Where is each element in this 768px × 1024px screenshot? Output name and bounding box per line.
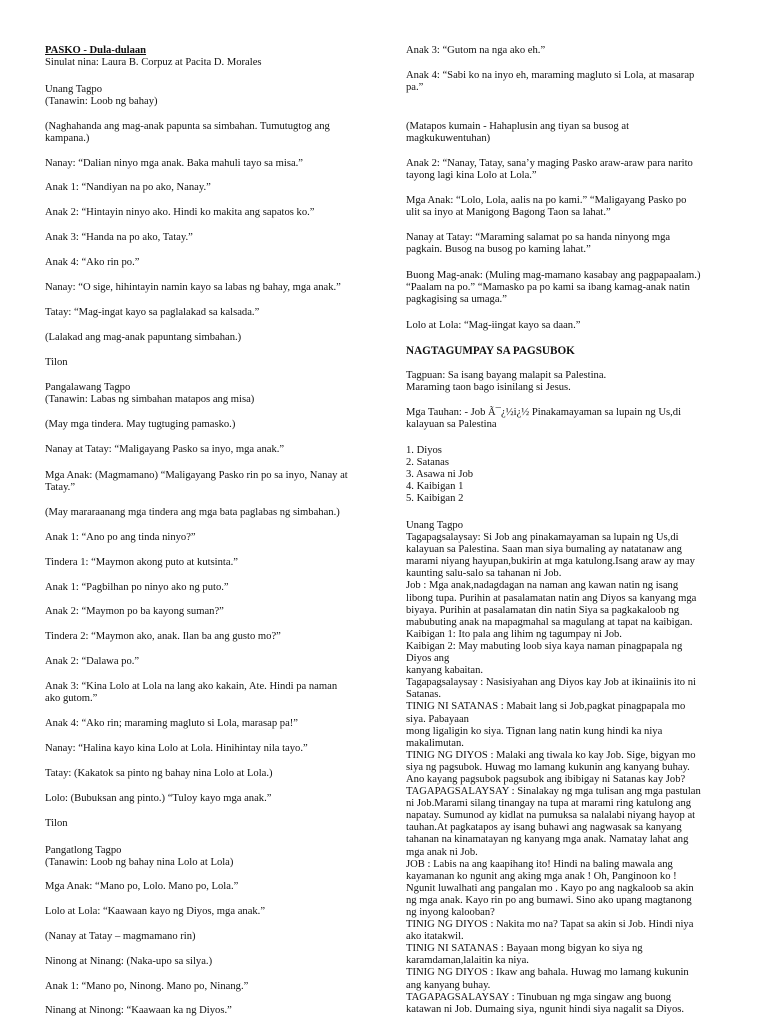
scene-heading: Unang Tagpo (Tanawin: Loob ng bahay)	[45, 84, 158, 108]
dialogue-line: Lolo at Lola: “Kaawaan kayo ng Diyos, mga anak.”	[45, 906, 266, 917]
stage-direction: (Matapos kumain - Hahaplusin ang tiyan sa busog at magkukuwentuhan)	[406, 121, 630, 145]
curtain-line: Tilon	[45, 357, 68, 368]
dialogue-line: Tindera 2: “Maymon ako, anak. Ilan ba ang gusto mo?”	[45, 631, 281, 642]
stage-direction: (Nanay at Tatay – magmamano rin)	[45, 931, 196, 942]
dialogue-line: Nanay: “Dalian ninyo mga anak. Baka mahuli tayo sa misa.”	[45, 158, 303, 169]
dialogue-line: Nanay at Tatay: “Maligayang Pasko sa inyo, mga anak.”	[45, 444, 285, 455]
curtain-line: Tilon	[45, 818, 68, 829]
dialogue-line: Tatay: (Kakatok sa pinto ng bahay nina Lolo at Lola.)	[45, 768, 273, 779]
stage-direction: (Naghahanda ang mag-anak papunta sa simbahan. Tumutugtog ang kampana.)	[45, 121, 330, 145]
dialogue-line: Lolo at Lola: “Mag-iingat kayo sa daan.”	[406, 320, 581, 331]
dialogue-line: Anak 2: “Dalawa po.”	[45, 656, 140, 667]
dialogue-line: Anak 3: “Handa na po ako, Tatay.”	[45, 232, 193, 243]
stage-direction: (Lalakad ang mag-anak papuntang simbahan.)	[45, 332, 242, 343]
authors-line: Sinulat nina: Laura B. Corpuz at Pacita D. Morales	[45, 57, 262, 68]
dialogue-line: Buong Mag-anak: (Muling mag-mamano kasabay ang pagpapaalam.) “Paalam na po.” “Mamasko pa po kami sa ibang kamag-anak natin pagkagising sa umaga.”	[406, 270, 701, 306]
dialogue-line: Lolo: (Bubuksan ang pinto.) “Tuloy kayo mga anak.”	[45, 793, 272, 804]
setting-line: Tagpuan: Sa isang bayang malapit sa Palestina. Maraming taon bago isinilang si Jesus.	[406, 370, 607, 394]
dialogue-line: Anak 3: “Kina Lolo at Lola na lang ako kakain, Ate. Hindi pa naman ako gutom.”	[45, 681, 338, 705]
dialogue-line: Anak 1: “Mano po, Ninong. Mano po, Ninang.”	[45, 981, 249, 992]
dialogue-line: Mga Anak: “Mano po, Lolo. Mano po, Lola.”	[45, 881, 239, 892]
stage-direction: (May mararaanang mga tindera ang mga bata paglabas ng simbahan.)	[45, 507, 340, 518]
dialogue-line: Anak 2: “Nanay, Tatay, sana’y maging Pasko araw-araw para narito tayong lagi kina Lolo at Lola.”	[406, 158, 693, 182]
stage-direction: (May mga tindera. May tugtuging pamasko.)	[45, 419, 236, 430]
scene-heading: Pangatlong Tagpo (Tanawin: Loob ng bahay nina Lolo at Lola)	[45, 845, 234, 869]
play-title: PASKO - Dula-dulaan	[45, 45, 147, 56]
scene-heading: Pangalawang Tagpo (Tanawin: Labas ng simbahan matapos ang misa)	[45, 382, 255, 406]
dialogue-line: Nanay at Tatay: “Maraming salamat po sa handa ninyong mga pagkain. Busog na busog po kaming lahat.”	[406, 232, 671, 256]
characters-list: 1. Diyos 2. Satanas 3. Asawa ni Job 4. Kaibigan 1 5. Kaibigan 2	[406, 445, 474, 505]
dialogue-line: Anak 1: “Nandiyan na po ako, Nanay.”	[45, 182, 211, 193]
dialogue-line: Anak 4: “Ako rin; maraming magluto si Lola, marasap pa!”	[45, 718, 298, 729]
dialogue-line: Mga Anak: “Lolo, Lola, aalis na po kami.” “Maligayang Pasko po ulit sa inyo at Manigong Bagong Taon sa lahat.”	[406, 195, 687, 219]
dialogue-line: Nanay: “Halina kayo kina Lolo at Lola. Hinihintay nila tayo.”	[45, 743, 308, 754]
characters-line: Mga Tauhan: - Job Ã¯¿½i¿½ Pinakamayaman sa lupain ng Us,di kalayuan sa Palestina	[406, 407, 682, 431]
play-heading: NAGTAGUMPAY SA PAGSUBOK	[406, 345, 575, 357]
dialogue-line: Nanay: “O sige, hihintayin namin kayo sa labas ng bahay, mga anak.”	[45, 282, 341, 293]
dialogue-line: Anak 3: “Gutom na nga ako eh.”	[406, 45, 546, 56]
dialogue-line: Anak 2: “Hintayin ninyo ako. Hindi ko makita ang sapatos ko.”	[45, 207, 315, 218]
dialogue-line: Anak 2: “Maymon po ba kayong suman?”	[45, 606, 224, 617]
dialogue-line: Anak 1: “Ano po ang tinda ninyo?”	[45, 532, 196, 543]
dialogue-line: Tatay: “Mag-ingat kayo sa paglalakad sa kalsada.”	[45, 307, 260, 318]
dialogue-line: Mga Anak: (Magmamano) “Maligayang Pasko rin po sa inyo, Nanay at Tatay.”	[45, 470, 348, 494]
dialogue-line: Ninang at Ninong: “Kaawaan ka ng Diyos.”	[45, 1005, 232, 1016]
scene-body: Unang Tagpo Tagapagsalaysay: Si Job ang pinakamayaman sa lupain ng Us,di kalayuan sa Palestina. Saan man siya bumaling ay natatanaw ang marami niyang hayupan,bukirin at mga katulong.Isang araw ay may kaunting salu-salo sa tahanan ni Job. Job : Mga anak,nadagdagan na naman ang kawan natin ng isang libong tupa. Purihin at pasalamatan natin ang Diyos sa kanyang mga biyaya. Purihin at pasalamatan din natin Siya sa pagkakaloob ng mabubuting anak na mapagmahal sa magulang at tapat na kaibigan. Kaibigan 1: Ito pala ang lihim ng tagumpay ni Job. Kaibigan 2: May mabuting loob siya kaya naman pinagpapala ng Diyos ang kanyang kabaitan. Tagapagsalaysay : Nasisiyahan ang Diyos kay Job at ikinaiinis ito ni Satanas. TINIG NI SATANAS : Mabait lang si Job,pagkat pinagpapala mo siya. Pabayaan mong ligaligin ko siya. Tignan lang natin kung hindi ka niya makalimutan. TINIG NG DIYOS : Malaki ang tiwala ko kay Job. Sige, bigyan mo siya ng pagsubok. Huwag mo lamang kukunin ang kanyang buhay. Ano kayang pagsubok pagsubok ang ibibigay ni Satanas kay Job? TAGAPAGSALAYSAY : Sinalakay ng mga tulisan ang mga pastulan ni Job.Marami silang tinangay na tupa at marami ring katulong ang napatay. Sumunod ay kidlat na pumuksa sa nalalabi niyang hayop at tauhan.At pagkatapos ay isang buhawi ang nagwasak sa kanyang tahanan na kinamatayan ng kanyang mga anak. Namatay lahat ang mga anak ni Job. JOB : Labis na ang kaapihang ito! Hindi na baling mawala ang kayamanan ko ngunit ang aking mga anak ! Oh, Panginoon ko ! Ngunit luwalhati ang pangalan mo . Kayo po ang nagkaloob sa akin ng mga anak. Kayo rin po ang bumawi. Sino ako upang magtanong ng inyong kalooban? TINIG NG DIYOS : Nakita mo na? Tapat sa akin si Job. Hindi niya ako itatakwil. TINIG NI SATANAS : Bayaan mong bigyan ko siya ng karamdaman,lalaitin ka niya. TINIG NG DIYOS : Ikaw ang bahala. Huwag mo lamang kukunin ang kanyang buhay. TAGAPAGSALAYSAY : Tinubuan ng mga singaw ang buong katawan ni Job. Dumaing siya, ngunit hindi siya nagalit sa Diyos.	[406, 520, 701, 1015]
dialogue-line: Tindera 1: “Maymon akong puto at kutsinta.”	[45, 557, 238, 568]
dialogue-line: Anak 4: “Ako rin po.”	[45, 257, 140, 268]
stage-direction: Ninong at Ninang: (Naka-upo sa silya.)	[45, 956, 213, 967]
dialogue-line: Anak 1: “Pagbilhan po ninyo ako ng puto.”	[45, 582, 229, 593]
dialogue-line: Anak 4: “Sabi ko na inyo eh, maraming magluto si Lola, at masarap pa.”	[406, 70, 695, 94]
